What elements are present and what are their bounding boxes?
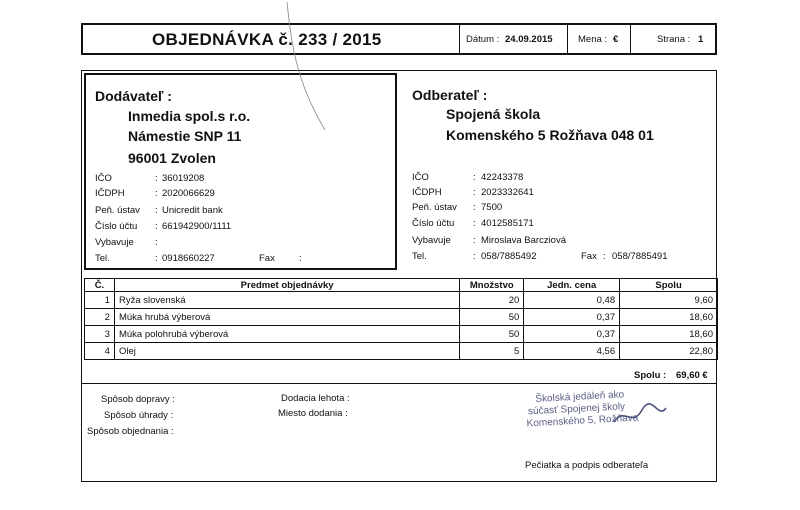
supplier-tel-value: 0918660227 [162, 253, 215, 264]
colon: : [155, 253, 158, 264]
customer-address: Komenského 5 Rožňava 048 01 [446, 127, 654, 143]
stamp-line-2: súčasť Spojenej školy [527, 401, 626, 418]
sum-value: 69,60 € [676, 370, 708, 381]
supplier-account-value: 661942900/1111 [162, 221, 232, 232]
supplier-bank-label: Peň. ústav [95, 205, 140, 216]
sum-label: Spolu : [634, 370, 667, 381]
customer-handler-label: Vybavuje [412, 235, 451, 246]
supplier-bank-value: Unicredit bank [162, 205, 223, 216]
customer-ico-value: 42243378 [481, 172, 524, 183]
supplier-fax-label: Fax [259, 253, 275, 264]
row-total: 22,80 [620, 343, 718, 360]
row-unit-price: 4,56 [524, 343, 620, 360]
col-header-total: Spolu [620, 279, 718, 292]
row-unit-price: 0,37 [524, 309, 620, 326]
order-method-label: Spôsob objednania : [87, 426, 174, 437]
table-row [85, 309, 718, 326]
customer-heading: Odberateľ : [412, 87, 488, 103]
header-divider-2 [567, 25, 568, 53]
colon: : [155, 237, 158, 248]
customer-handler-value: Miroslava Barcziová [481, 235, 566, 246]
supplier-handler-label: Vybavuje [95, 237, 134, 248]
items-header-row [85, 279, 718, 292]
customer-icdph-value: 2023332641 [481, 187, 534, 198]
col-header-unit-price: Jedn. cena [524, 279, 620, 292]
supplier-icdph-value: 2020066629 [162, 188, 215, 199]
row-qty: 50 [460, 326, 524, 343]
colon: : [155, 221, 158, 232]
date-label: Dátum : [466, 34, 500, 45]
colon: : [473, 218, 476, 229]
signature-mark [610, 400, 670, 430]
customer-bank-label: Peň. ústav [412, 202, 457, 213]
customer-account-value: 4012585171 [481, 218, 534, 229]
supplier-ico-label: IČO [95, 173, 112, 184]
customer-tel-value: 058/7885492 [481, 251, 537, 262]
customer-tel-label: Tel. [412, 251, 427, 262]
col-header-no: Č. [85, 279, 115, 292]
colon: : [299, 253, 302, 264]
row-no: 3 [85, 326, 115, 343]
order-title: OBJEDNÁVKA č. 233 / 2015 [152, 30, 382, 49]
col-header-item: Predmet objednávky [114, 279, 459, 292]
row-no: 1 [85, 292, 115, 309]
colon: : [473, 172, 476, 183]
currency-label: Mena : [578, 34, 608, 45]
page-label: Strana : [657, 34, 691, 45]
row-qty: 20 [460, 292, 524, 309]
header-divider-3 [630, 25, 631, 53]
supplier-account-label: Číslo účtu [95, 221, 138, 232]
delivery-deadline-label: Dodacia lehota : [281, 393, 350, 404]
colon: : [155, 173, 158, 184]
scan-line [285, 0, 345, 200]
colon: : [155, 205, 158, 216]
payment-label: Spôsob úhrady : [104, 410, 174, 421]
row-item: Múka hrubá výberová [114, 309, 459, 326]
customer-icdph-label: IČDPH [412, 187, 442, 198]
row-item: Múka polohrubá výberová [114, 326, 459, 343]
row-qty: 50 [460, 309, 524, 326]
row-total: 18,60 [620, 326, 718, 343]
colon: : [473, 202, 476, 213]
customer-fax-value: 058/7885491 [612, 251, 668, 262]
supplier-heading: Dodávateľ : [95, 88, 172, 104]
row-unit-price: 0,37 [524, 326, 620, 343]
supplier-tel-label: Tel. [95, 253, 110, 264]
col-header-qty: Množstvo [460, 279, 524, 292]
transport-label: Spôsob dopravy : [101, 394, 175, 405]
supplier-ico-value: 36019208 [162, 173, 205, 184]
row-no: 2 [85, 309, 115, 326]
table-row [85, 292, 718, 309]
row-unit-price: 0,48 [524, 292, 620, 309]
table-row [85, 343, 718, 360]
row-total: 18,60 [620, 309, 718, 326]
supplier-icdph-label: IČDPH [95, 188, 125, 199]
colon: : [473, 187, 476, 198]
colon: : [473, 235, 476, 246]
header-divider-1 [459, 25, 460, 53]
delivery-place-label: Miesto dodania : [278, 408, 348, 419]
customer-account-label: Číslo účtu [412, 218, 455, 229]
items-table [84, 278, 718, 360]
table-row [85, 326, 718, 343]
customer-bank-value: 7500 [481, 202, 503, 213]
colon: : [603, 251, 606, 262]
supplier-name: Inmedia spol.s r.o. [128, 108, 251, 124]
date-value: 24.09.2015 [505, 34, 553, 45]
customer-fax-label: Fax [581, 251, 597, 262]
customer-name: Spojená škola [446, 106, 541, 122]
colon: : [155, 188, 158, 199]
stamp-line-3: Komenského 5, Rožňava [526, 412, 639, 430]
currency-value: € [613, 34, 619, 45]
customer-ico-label: IČO [412, 172, 429, 183]
stamp-line-1: Školská jedáleň ako [535, 389, 625, 405]
row-item: Olej [114, 343, 459, 360]
page-value: 1 [698, 34, 704, 45]
supplier-street: Námestie SNP 11 [128, 128, 242, 144]
colon: : [473, 251, 476, 262]
row-item: Ryža slovenská [114, 292, 459, 309]
row-total: 9,60 [620, 292, 718, 309]
row-qty: 5 [460, 343, 524, 360]
sum-separator [82, 383, 716, 384]
signature-label: Pečiatka a podpis odberateľa [525, 460, 649, 471]
supplier-city: 96001 Zvolen [128, 150, 216, 166]
row-no: 4 [85, 343, 115, 360]
